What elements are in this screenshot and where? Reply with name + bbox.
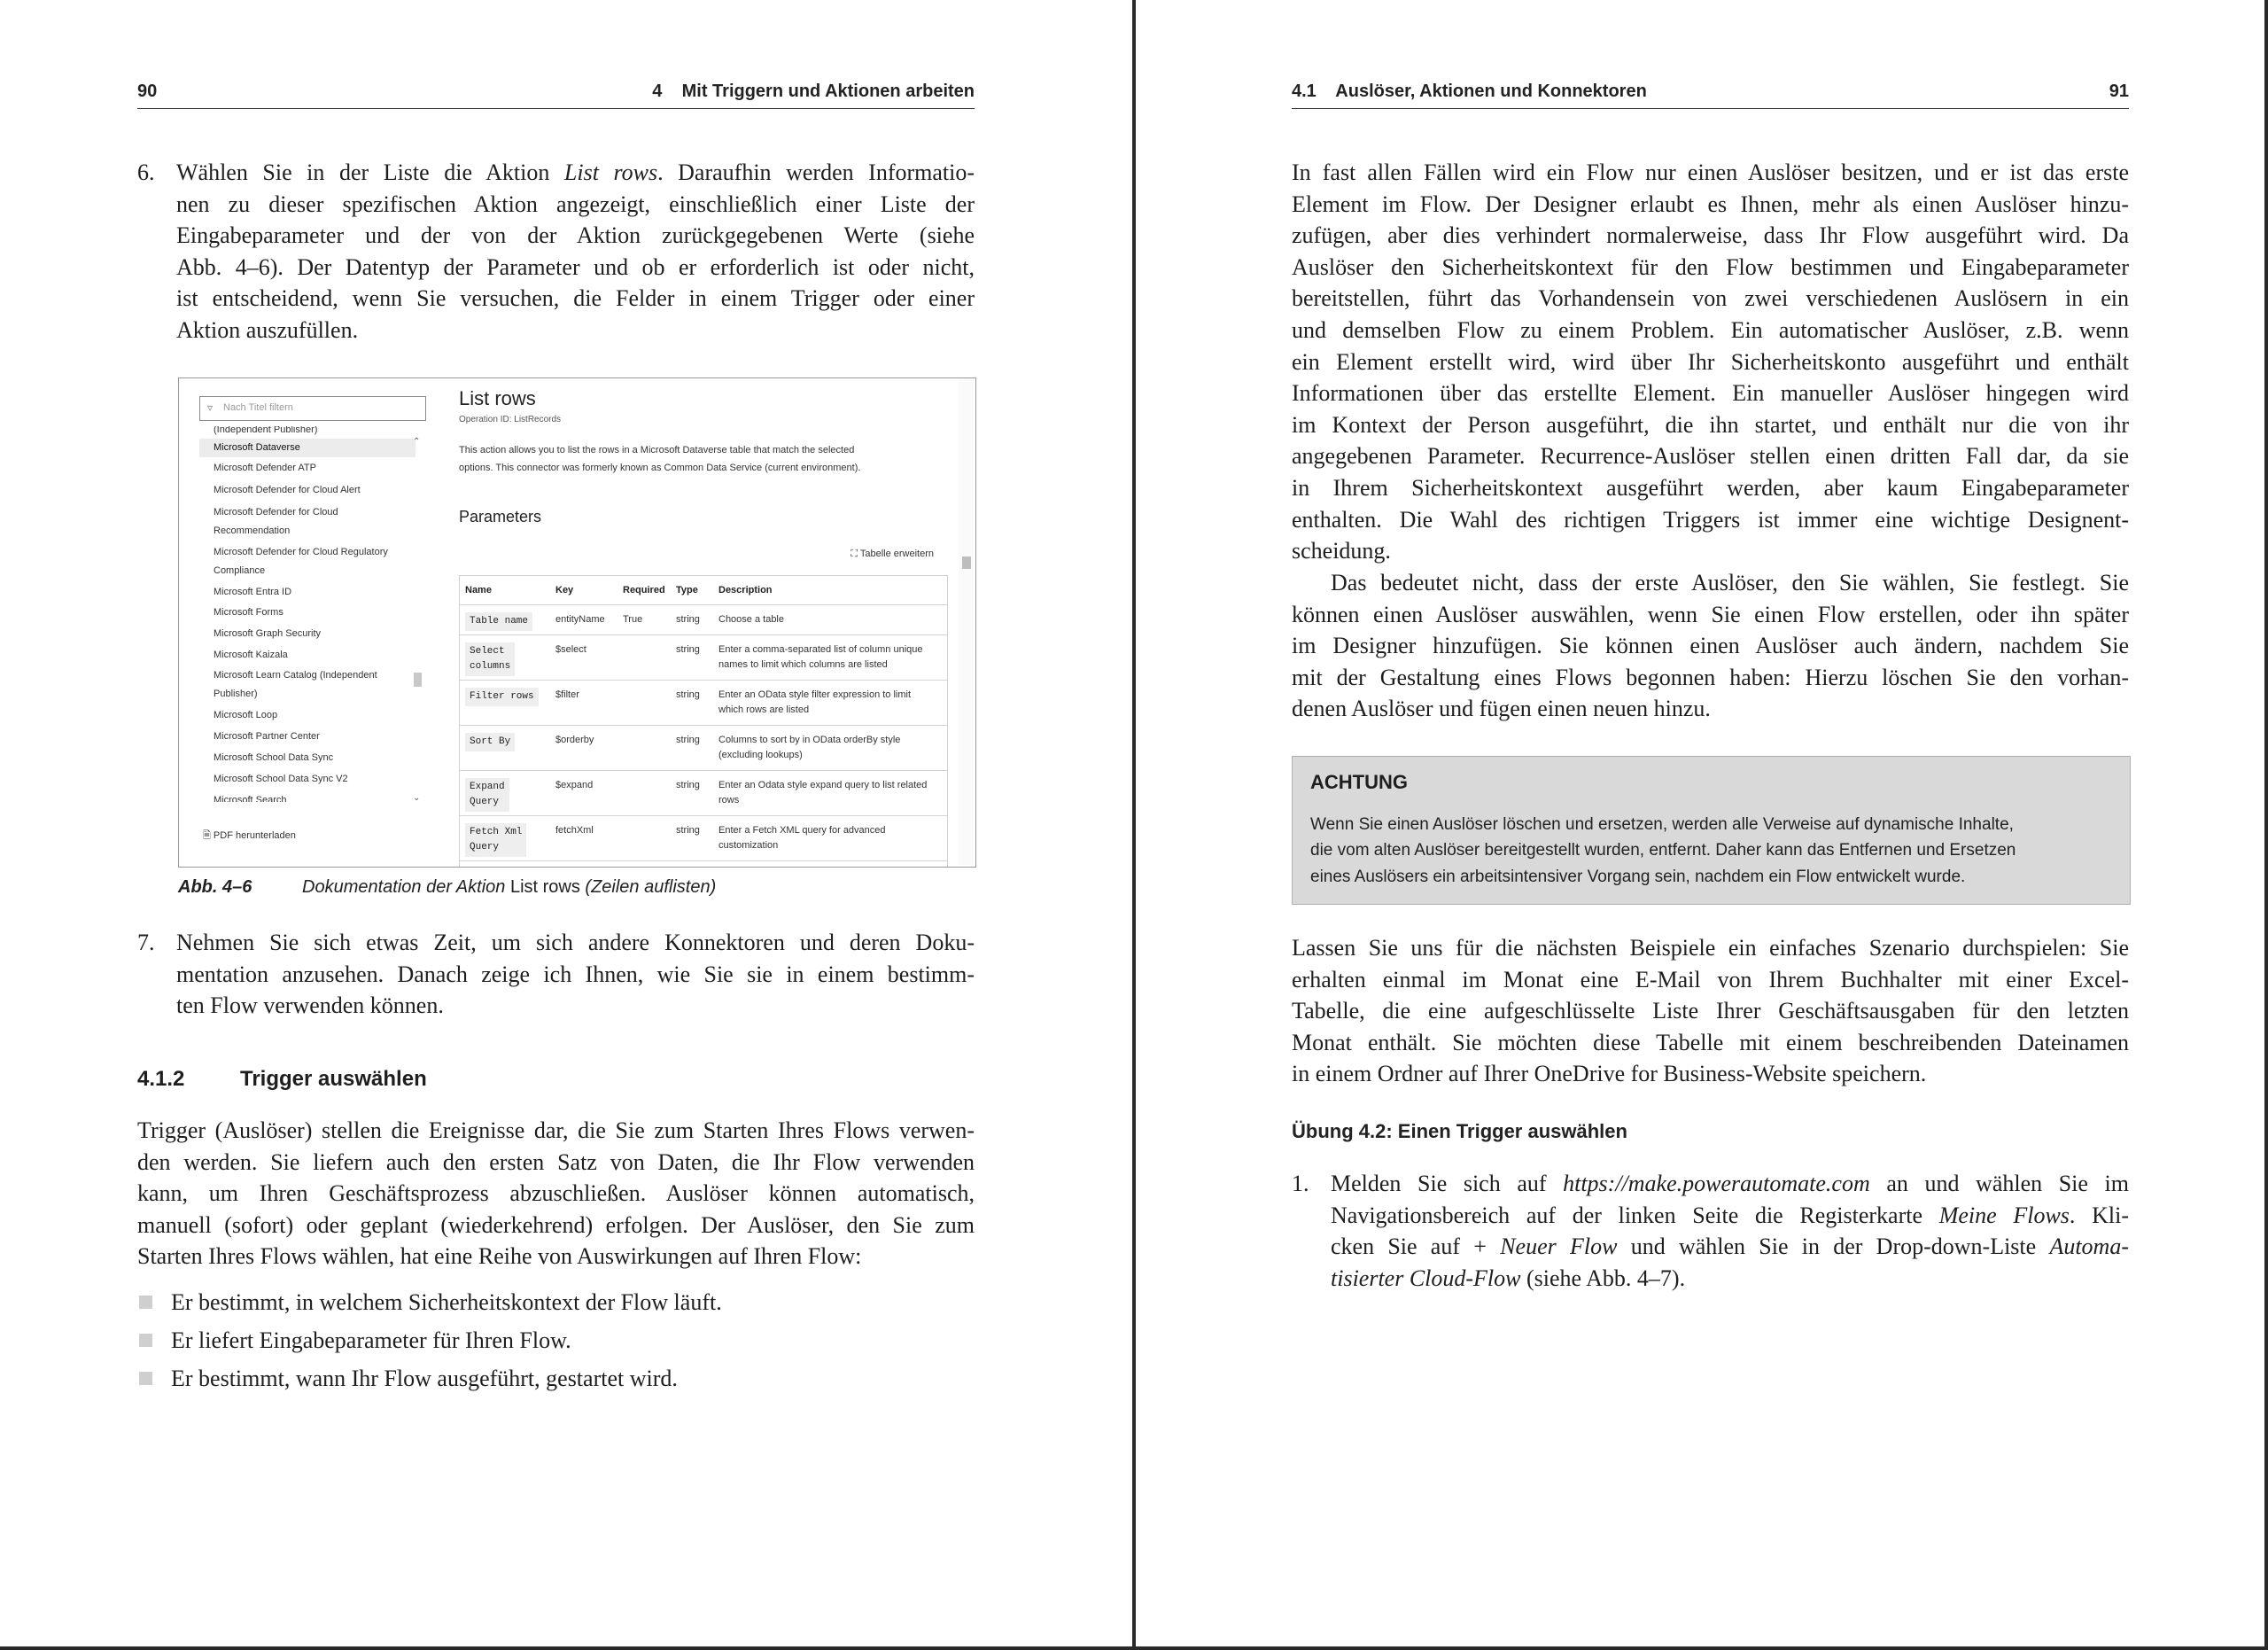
text-part: Melden Sie sich auf [1331, 1171, 1564, 1196]
connector-item[interactable]: Microsoft Defender for Cloud Regulatory [214, 547, 388, 557]
column-header: Key [555, 585, 574, 595]
text-line: Auslöser den Sicherheitskontext für den Flow bestimmen und Eingabeparameter [1292, 253, 2129, 280]
exercise-heading [1292, 1120, 1627, 1143]
param-type: string [676, 825, 700, 836]
caption-part: List rows [509, 877, 580, 897]
text-line: Eingabeparameter und der von der Aktion zurückgegebenen Werte (siehe [176, 222, 975, 249]
param-name: Expand [470, 782, 505, 792]
list-item-6 [137, 157, 975, 347]
bullet-text: Er liefert Eingabeparameter für Ihren Flow. [171, 1327, 571, 1353]
param-name: Filter rows [470, 691, 534, 702]
param-name: Select [470, 646, 505, 657]
bullet-text: Er bestimmt, wann Ihr Flow ausgeführt, gestartet wird. [171, 1366, 678, 1391]
item-text [1331, 1168, 2129, 1294]
text-line: können einen Auslöser auswählen, wenn Sie einen Flow erstellen, oder ihn später [1292, 601, 2129, 627]
filter-input[interactable] [199, 396, 426, 421]
column-header: Required [623, 585, 665, 595]
param-name-cell [465, 642, 550, 676]
param-key: $expand [555, 780, 594, 790]
warning-line: Wenn Sie einen Auslöser löschen und ersetzen, werden alle Verweise auf dynamische Inhalte, [1310, 815, 2014, 834]
connector-item[interactable]: Microsoft Forms [214, 607, 284, 618]
subsection-title: Trigger auswählen [240, 1067, 427, 1091]
page-number: 91 [2109, 82, 2129, 101]
table-row-partial [460, 861, 947, 868]
filter-icon: ▿ [207, 401, 214, 414]
chapter-title: 4 Mit Triggern und Aktionen arbeiten [652, 82, 975, 101]
table-row [460, 605, 947, 635]
item-number: 1. [1292, 1171, 1309, 1196]
section-title: 4.1 Auslöser, Aktionen und Konnektoren [1292, 82, 1647, 101]
emphasis-text: Meine Flows [1938, 1202, 2070, 1228]
bullet-square [139, 1296, 152, 1309]
text-line: den werden. Sie liefern auch den ersten Satz von Daten, die Ihr Flow verwenden [137, 1148, 975, 1175]
text-line: ist entscheidend, wenn Sie versuchen, die Felder in einem Trigger oder einer [176, 285, 975, 312]
table-row [460, 816, 947, 861]
paragraph [1292, 567, 2129, 725]
chevron-down-icon[interactable]: ⌄ [413, 793, 421, 803]
text-part: (siehe Abb. 4–7). [1520, 1265, 1686, 1291]
text-line: Trigger (Auslöser) stellen die Ereignisse dar, die Sie zum Starten Ihres Flows verwen- [137, 1117, 975, 1143]
param-key: $orderby [555, 735, 594, 745]
text-line: zufügen, aber dies verhindert normalerweise, dass Ihr Flow ausgeführt wird. Da [1292, 222, 2129, 249]
pdf-download-link[interactable] [203, 828, 296, 844]
param-name-cell [465, 612, 550, 631]
column-header: Type [676, 585, 698, 595]
param-name-cell [465, 733, 550, 751]
caption-part: (Zeilen auflisten) [579, 877, 717, 897]
expand-table-button[interactable] [586, 549, 934, 560]
chevron-up-icon[interactable]: ⌃ [413, 437, 421, 447]
action-title: List rows [459, 387, 536, 409]
table-row [460, 681, 947, 726]
param-name-code [465, 823, 526, 857]
connector-item[interactable]: Microsoft Partner Center [214, 731, 320, 742]
main-scrollbar[interactable] [959, 378, 974, 865]
param-name: Fetch Xml [470, 827, 523, 837]
param-key: entityName [555, 614, 605, 625]
description-line: Enter an OData style filter expression to limit [718, 689, 912, 700]
param-type: string [676, 614, 700, 625]
text-line: Aktion auszufüllen. [176, 316, 359, 343]
text-line: und demselben Flow zu einem Problem. Ein automatischer Auslöser, z.B. wenn [1292, 316, 2129, 343]
text-line: mentation anzusehen. Danach zeige ich Ihnen, wie Sie sie in einem bestimm- [176, 961, 975, 987]
connector-item[interactable]: Microsoft Graph Security [214, 628, 322, 639]
caption-part: Dokumentation der Aktion [302, 877, 510, 897]
page-header-right [1292, 78, 2129, 109]
column-header: Name [465, 585, 492, 595]
param-key: $select [555, 644, 586, 655]
text-line: manuell (sofort) oder geplant (wiederkehrend) erfolgen. Der Auslöser, den Sie zum [137, 1211, 975, 1238]
text-line: Tabelle, die eine aufgeschlüsselte Liste Ihrer Geschäftsausgaben für den letzten [1292, 998, 2129, 1024]
subsection-number: 4.1.2 [137, 1067, 185, 1091]
connector-item[interactable]: Microsoft Defender for Cloud [214, 507, 338, 518]
param-name-cell [465, 688, 550, 706]
warning-line: die vom alten Auslöser bereitgestellt wurden, entfernt. Daher kann das Entfernen und Ersetzen [1310, 841, 2016, 860]
warning-box [1292, 756, 2131, 905]
text-line: nen zu dieser spezifischen Aktion angezeigt, einschließlich einer Liste der [176, 191, 975, 217]
operation-id: Operation ID: ListRecords [459, 415, 562, 424]
pdf-icon: 🗎 [203, 830, 211, 841]
param-description [718, 612, 940, 627]
list-item-7 [137, 927, 975, 1024]
connector-item[interactable]: (Independent Publisher) [214, 426, 318, 435]
description-line: Columns to sort by in OData orderBy style [718, 735, 901, 745]
text-line: kann, um Ihren Geschäftsprozess abzuschließen. Auslöser können automatisch, [137, 1180, 975, 1207]
description-line: Enter a comma-separated list of column unique [718, 644, 923, 655]
bullet-square [139, 1372, 152, 1385]
text-part: Navigationsbereich auf der linken Seite die Registerkarte [1331, 1202, 1939, 1228]
parameters-heading: Parameters [459, 508, 542, 525]
url-text: https://make.powerautomate.com [1563, 1171, 1870, 1196]
text-line: Lassen Sie uns für die nächsten Beispiele ein einfaches Szenario durchspielen: Sie [1292, 935, 2129, 961]
param-name: Sort By [470, 736, 511, 747]
expand-label: Tabelle erweitern [859, 549, 934, 559]
page-number: 90 [137, 82, 158, 101]
pdf-link-label: PDF herunterladen [213, 830, 296, 841]
text-line: bereitstellen, führt das Vorhandensein von zwei verschiedenen Auslösern in ein [1292, 285, 2129, 312]
text-part: cken Sie auf + [1331, 1234, 1501, 1260]
caption-text [302, 877, 716, 898]
item-number: 6. [137, 160, 155, 185]
description-line: This action allows you to list the rows in a Microsoft Dataverse table that match the selected [459, 445, 855, 455]
param-type: string [676, 689, 700, 700]
param-type: string [676, 780, 700, 790]
param-key: $filter [555, 689, 579, 700]
table-row [460, 635, 947, 681]
page-header-left [137, 78, 975, 109]
param-name-cell [465, 823, 550, 857]
paragraph [1292, 157, 2129, 567]
param-description [718, 688, 940, 718]
text-part: . Kli- [2069, 1202, 2129, 1228]
param-description [718, 642, 940, 673]
left-page [0, 0, 1132, 1650]
param-name-code [465, 688, 539, 706]
connector-item[interactable]: Microsoft Search [214, 795, 287, 802]
description-line: (excluding lookups) [718, 750, 803, 760]
text-line: ten Flow verwenden können. [176, 992, 444, 1019]
param-name-code [465, 612, 532, 631]
paragraph [137, 1115, 975, 1273]
param-name-code [465, 733, 515, 751]
column-header: Description [718, 585, 773, 595]
scroll-thumb[interactable] [414, 673, 422, 687]
text-line: Wählen Sie in der Liste die Aktion [176, 160, 564, 185]
text-line: denen Auslöser und fügen einen neuen hinzu. [1292, 696, 1711, 722]
text-line: Informationen über das erstellte Element. Ein manueller Auslöser hingegen wird [1292, 380, 2129, 407]
text-line: in einem Ordner auf Ihrer OneDrive for Business-Website speichern. [1292, 1061, 1927, 1087]
connector-item[interactable]: Microsoft Defender for Cloud Alert [214, 485, 361, 495]
list-item-1 [1292, 1168, 2129, 1301]
param-description [718, 823, 940, 853]
param-name: columns [470, 661, 511, 672]
connector-item[interactable]: Microsoft Learn Catalog (Independent [214, 670, 377, 681]
figure-caption [178, 877, 717, 898]
connector-item[interactable]: Microsoft School Data Sync V2 [214, 774, 348, 784]
bullet-square [139, 1334, 152, 1347]
text-line: Element im Flow. Der Designer erlaubt es Ihnen, mehr als einen Auslöser hinzu- [1292, 191, 2129, 217]
connector-item[interactable]: Microsoft Kaizala [214, 650, 288, 660]
connector-item[interactable]: Compliance [214, 565, 266, 576]
text-line: im Kontext der Person ausgeführt, die ihn startet, und enthält nur die von ihr [1292, 411, 2129, 438]
page-edge [0, 1646, 2268, 1650]
connector-item-selected[interactable]: Microsoft Dataverse [199, 439, 416, 457]
description-line: rows [718, 795, 740, 806]
param-name: Query [470, 842, 500, 852]
text-line: mit der Gestaltung eines Flows begonnen haben: Hierzu löschen Sie den vorhan- [1292, 664, 2129, 690]
description-line: Enter a Fetch XML query for advanced [718, 825, 886, 836]
sidebar-scrollbar[interactable] [412, 439, 423, 802]
page-edge [2264, 0, 2268, 1650]
emphasis-text: Automa- [2049, 1234, 2129, 1260]
connector-item[interactable]: Microsoft Entra ID [214, 587, 292, 597]
param-key: fetchXml [555, 825, 594, 836]
param-name-code [465, 778, 509, 812]
connector-item[interactable]: Recommendation [214, 525, 291, 536]
param-name: Query [470, 797, 500, 807]
parameters-table [459, 575, 948, 868]
connector-item[interactable]: Microsoft School Data Sync [214, 752, 334, 763]
exercise-title: Einen Trigger auswählen [1392, 1120, 1627, 1142]
warning-title: ACHTUNG [1310, 771, 1408, 793]
text-line: enthalten. Die Wahl des richtigen Triggers ist immer eine wichtige Designent- [1292, 506, 2129, 533]
connector-item[interactable]: Microsoft Defender ATP [214, 463, 316, 473]
connector-list [199, 426, 416, 802]
action-description [459, 441, 930, 477]
description-line: Choose a table [718, 614, 784, 625]
param-name: Table name [470, 616, 529, 627]
exercise-number: Übung 4.2: [1292, 1120, 1393, 1142]
text-part: und wählen Sie in der Drop-down-Liste [1617, 1234, 2050, 1260]
text-line: im Designer hinzufügen. Sie können einen Auslöser auch ändern, nachdem Sie [1292, 633, 2129, 659]
param-type: string [676, 735, 700, 745]
param-description [718, 778, 940, 808]
param-name-cell [465, 778, 550, 812]
expand-icon: ⛶ [850, 549, 858, 559]
bullet-text: Er bestimmt, in welchem Sicherheitskontext der Flow läuft. [171, 1289, 722, 1315]
text-line: Das bedeutet nicht, dass der erste Auslöser, den Sie wählen, Sie festlegt. Sie [1331, 570, 2129, 595]
description-line: Enter an Odata style expand query to list related [718, 780, 928, 790]
text-line: erhalten einmal im Monat eine E-Mail von Ihrem Buchhalter mit einer Excel- [1292, 966, 2129, 992]
item-text [176, 157, 975, 346]
caption-number: Abb. 4–6 [178, 877, 252, 897]
text-line: Nehmen Sie sich etwas Zeit, um sich andere Konnektoren und deren Doku- [176, 930, 975, 955]
paragraph [1292, 932, 2129, 1090]
connector-sidebar [192, 396, 424, 844]
text-line: Starten Ihres Flows wählen, hat eine Reihe von Auswirkungen auf Ihren Flow: [137, 1243, 862, 1270]
param-name-code [465, 642, 515, 676]
text-line: in Ihrem Sicherheitskontext ausgeführt werden, aber kaum Eingabeparameter [1292, 474, 2129, 501]
description-line: customization [718, 840, 779, 851]
item-number: 7. [137, 930, 155, 955]
text-line: . Daraufhin werden Informatio- [657, 160, 975, 185]
filter-placeholder: Nach Titel filtern [223, 402, 293, 413]
scroll-thumb[interactable] [962, 556, 971, 569]
text-line: Abb. 4–6). Der Datentyp der Parameter und ob er erforderlich ist oder nicht, [176, 253, 975, 280]
table-header-row [460, 576, 947, 605]
warning-text [1310, 812, 2112, 890]
description-line: options. This connector was formerly known as Common Data Service (current environment). [459, 463, 861, 473]
emphasis-text: Neuer Flow [1500, 1234, 1618, 1260]
text-line: Monat enthält. Sie möchten diese Tabelle mit einem beschreibenden Dateinamen [1292, 1029, 2129, 1055]
connector-item[interactable]: Publisher) [214, 689, 258, 699]
text-line: scheidung. [1292, 538, 1391, 564]
table-row [460, 726, 947, 771]
param-required: True [623, 614, 643, 625]
text-part: an und wählen Sie im [1869, 1171, 2129, 1196]
item-text [176, 927, 975, 1022]
figure-screenshot [178, 377, 976, 868]
text-line: In fast allen Fällen wird ein Flow nur einen Auslöser besitzen, und er ist das erste [1292, 160, 2129, 185]
connector-item[interactable]: Microsoft Loop [214, 710, 278, 720]
text-line: ein Element erstellt wird, wird über Ihr Sicherheitskonto ausgeführt und enthält [1292, 348, 2129, 375]
emphasis-text: List rows [563, 160, 658, 185]
param-description [718, 733, 940, 763]
table-row [460, 771, 947, 816]
description-line: which rows are listed [718, 704, 810, 715]
text-line: angegebenen Parameter. Recurrence-Auslöser stellen einen dritten Fall dar, da sie [1292, 443, 2129, 470]
emphasis-text: tisierter Cloud-Flow [1331, 1265, 1521, 1291]
param-type: string [676, 644, 700, 655]
description-line: names to limit which columns are listed [718, 659, 888, 670]
warning-line: eines Auslösers ein arbeitsintensiver Vorgang sein, nachdem ein Flow entwickelt wurde. [1310, 867, 1966, 886]
